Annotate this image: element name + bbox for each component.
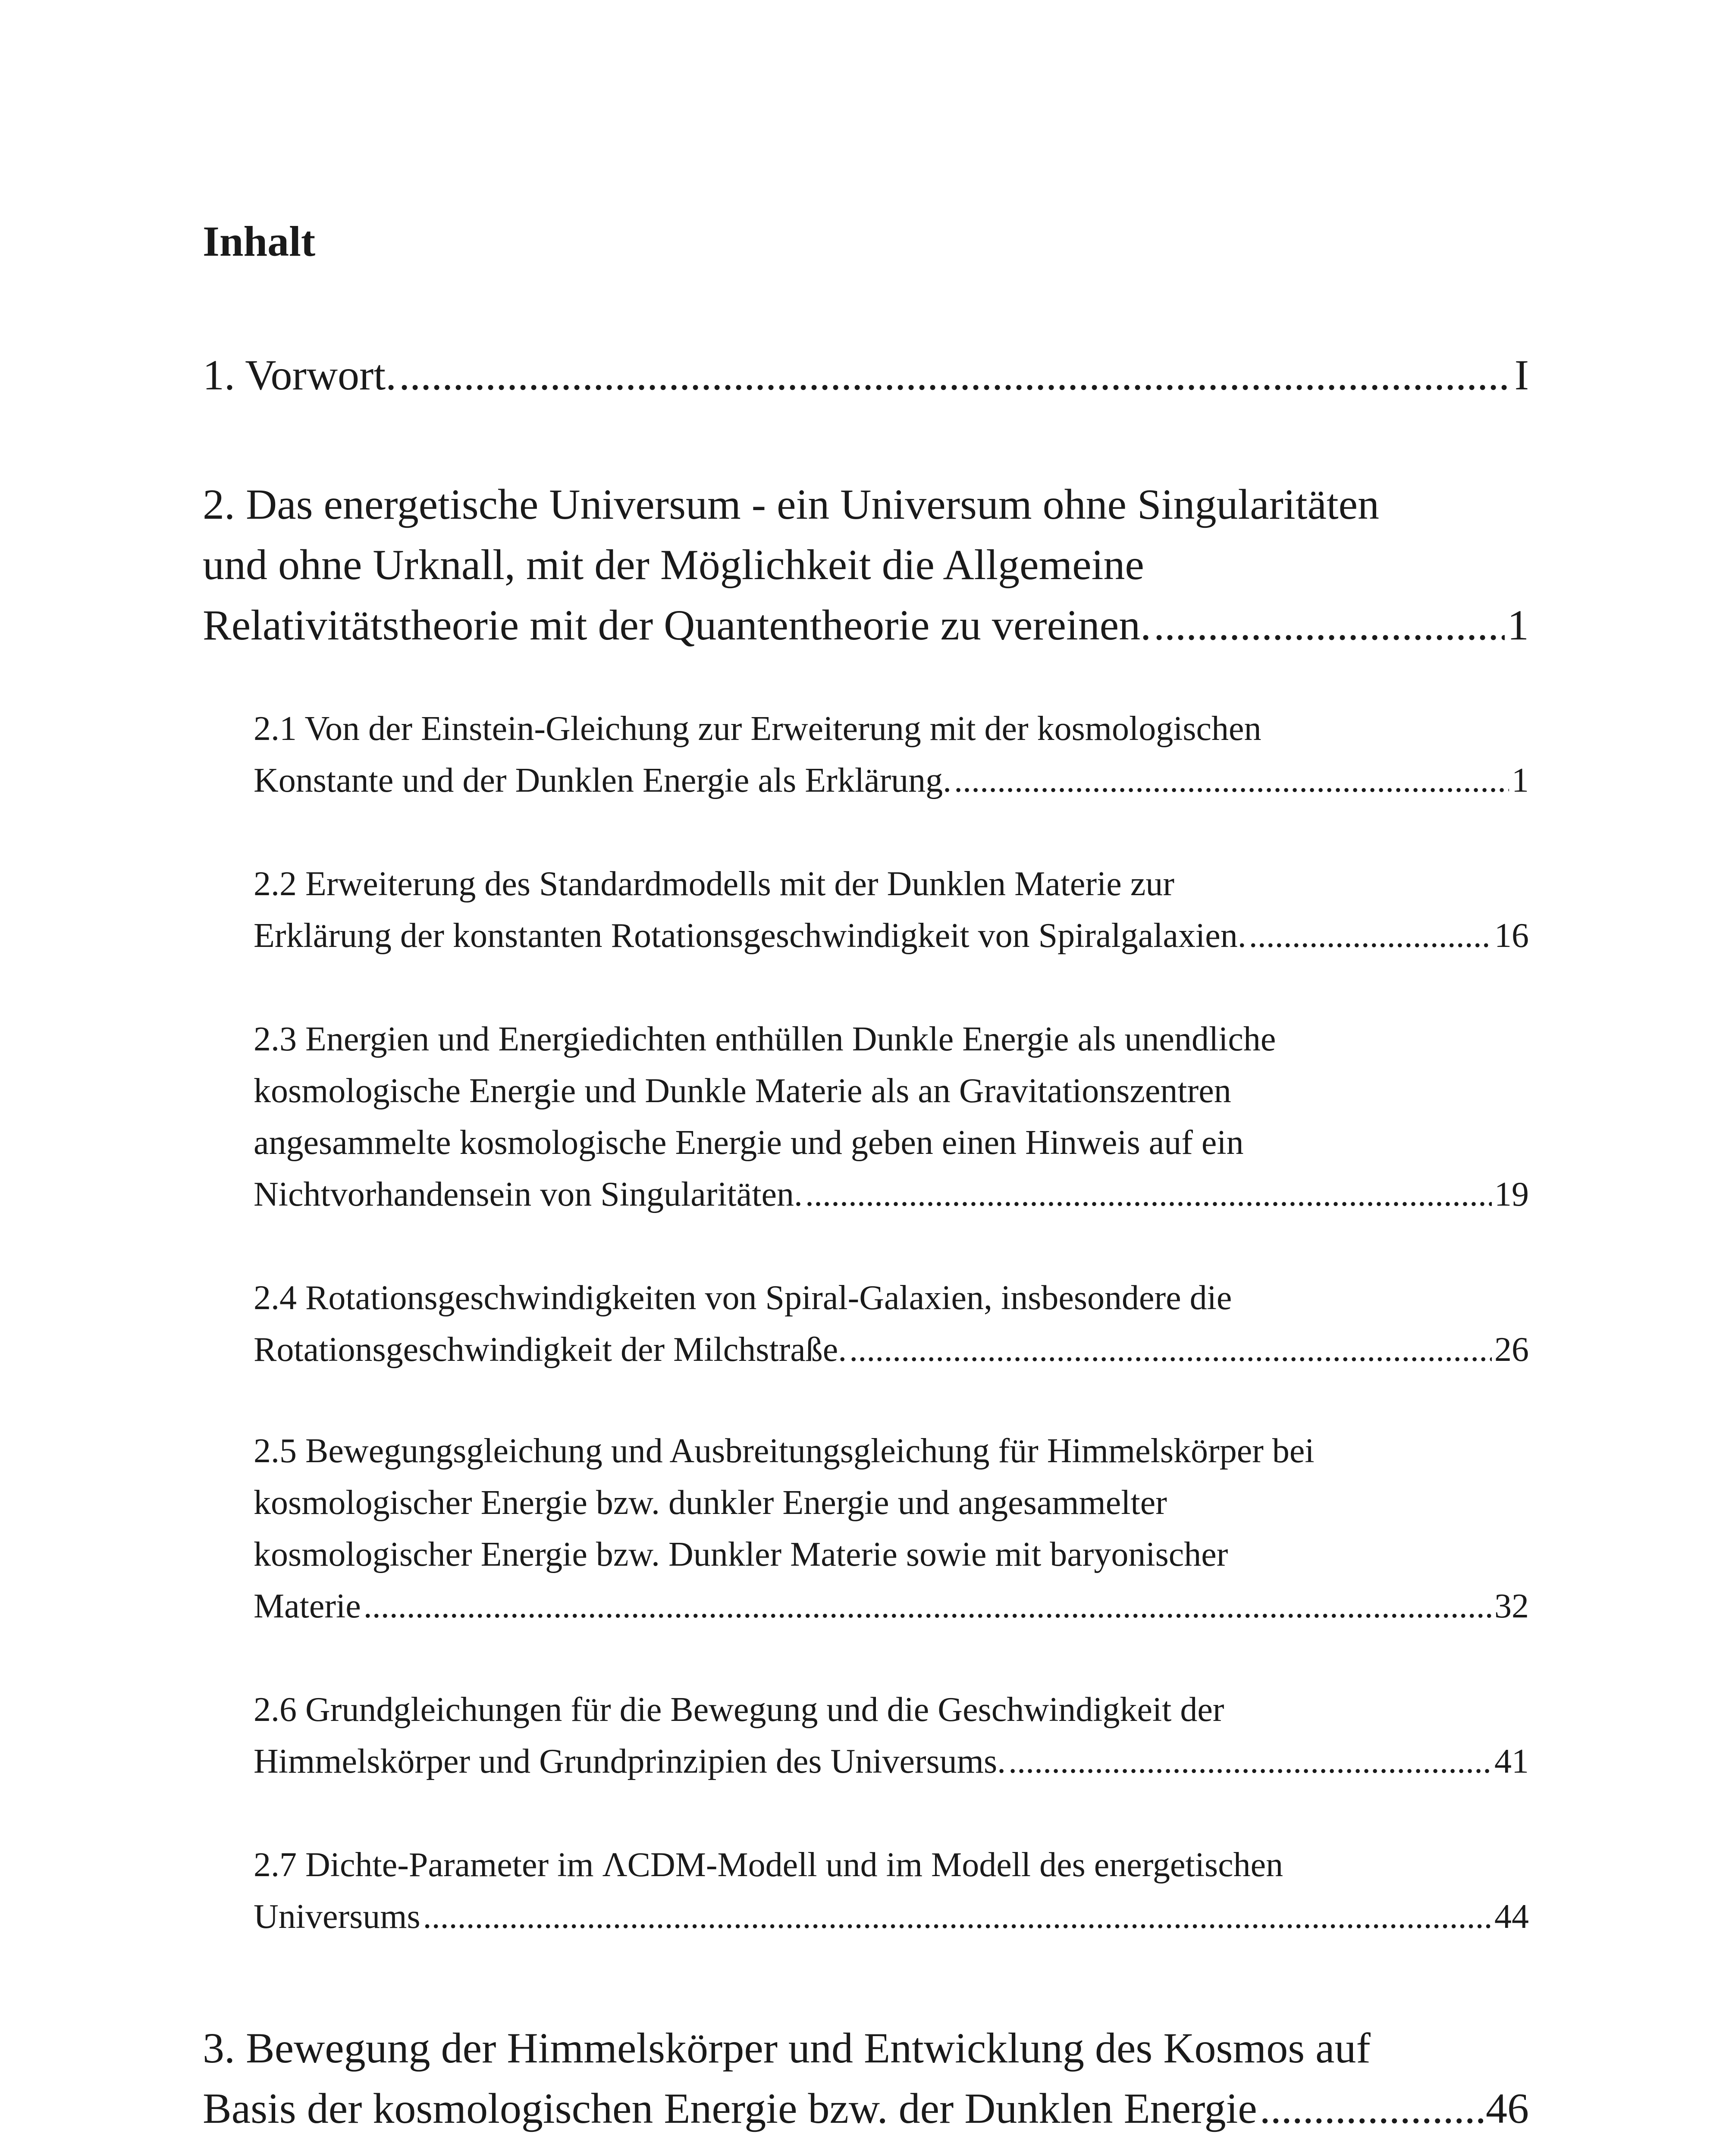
- toc-line: [254, 755, 1529, 806]
- toc-leader-dots: [849, 1324, 1492, 1376]
- toc-entry-vorwort[interactable]: [203, 345, 1529, 405]
- toc-entry-text: kosmologischer Energie bzw. dunkler Energie und angesammelter: [254, 1484, 1167, 1522]
- toc-entry-text: 2. Das energetische Universum - ein Universum ohne Singularitäten: [203, 480, 1380, 528]
- toc-line: [254, 1272, 1529, 1324]
- toc-entry-text: kosmologischer Energie bzw. Dunkler Materie sowie mit baryonischer: [254, 1536, 1228, 1573]
- toc-entry-2-5[interactable]: [254, 1425, 1529, 1632]
- toc-entry-text: Konstante und der Dunklen Energie als Erklärung.: [254, 761, 952, 799]
- toc-title: Inhalt: [203, 217, 316, 265]
- toc-line: [203, 595, 1529, 655]
- toc-line: [254, 1839, 1529, 1891]
- toc-line: [254, 1117, 1529, 1169]
- toc-entry-2-7[interactable]: [254, 1839, 1529, 1943]
- toc-line: [203, 535, 1529, 595]
- toc-entry-text: Relativitätstheorie mit der Quantentheorie zu vereinen.: [203, 601, 1152, 649]
- toc-leader-dots: [1249, 910, 1492, 962]
- toc-entry-2-6[interactable]: [254, 1684, 1529, 1787]
- toc-leader-dots: [1008, 1736, 1492, 1787]
- toc-entry-text: und ohne Urknall, mit der Möglichkeit die Allgemeine: [203, 541, 1144, 589]
- toc-page-number: 32: [1494, 1587, 1529, 1625]
- toc-line: [254, 1684, 1529, 1736]
- toc-entry-text: Rotationsgeschwindigkeit der Milchstraße.: [254, 1331, 847, 1369]
- toc-page-number: 41: [1494, 1742, 1529, 1780]
- toc-leader-dots: [364, 1580, 1492, 1632]
- toc-entry-text: Himmelskörper und Grundprinzipien des Universums.: [254, 1742, 1006, 1780]
- toc-entry-text: 2.6 Grundgleichungen für die Bewegung und die Geschwindigkeit der: [254, 1691, 1224, 1729]
- toc-entry-text: Basis der kosmologischen Energie bzw. der Dunklen Energie: [203, 2084, 1257, 2132]
- toc-entry-text: 2.4 Rotationsgeschwindigkeiten von Spiral-Galaxien, insbesondere die: [254, 1279, 1232, 1317]
- toc-line: [254, 910, 1529, 962]
- toc-line: [254, 1891, 1529, 1943]
- toc-entry-text: kosmologische Energie und Dunkle Materie als an Gravitationszentren: [254, 1072, 1231, 1110]
- toc-line: [254, 1324, 1529, 1376]
- toc-entry-text: Erklärung der konstanten Rotationsgeschwindigkeit von Spiralgalaxien.: [254, 917, 1246, 955]
- toc-line: [254, 1736, 1529, 1787]
- toc-page-number: 1: [1507, 601, 1529, 649]
- toc-entry-text: 2.3 Energien und Energiedichten enthüllen Dunkle Energie als unendliche: [254, 1020, 1276, 1058]
- toc-line: [254, 1013, 1529, 1065]
- toc-entry-text: 2.5 Bewegungsgleichung und Ausbreitungsgleichung für Himmelskörper bei: [254, 1432, 1315, 1470]
- toc-entry-text: angesammelte kosmologische Energie und geben einen Hinweis auf ein: [254, 1124, 1244, 1162]
- toc-line: [203, 2018, 1529, 2078]
- toc-entry-text: 1. Vorwort.: [203, 351, 397, 399]
- toc-leader-dots: [1260, 2078, 1483, 2139]
- toc-entry-2-3[interactable]: [254, 1013, 1529, 1220]
- toc-page-number: 16: [1494, 917, 1529, 955]
- toc-line: [254, 1580, 1529, 1632]
- toc-page-number: 19: [1494, 1175, 1529, 1213]
- toc-line: [254, 1065, 1529, 1117]
- toc-line: [203, 2078, 1529, 2139]
- toc-line: [203, 474, 1529, 535]
- toc-page-number: I: [1514, 351, 1529, 399]
- toc-page-number: 26: [1494, 1331, 1529, 1369]
- toc-leader-dots: [1154, 595, 1505, 655]
- toc-entry-2-2[interactable]: [254, 858, 1529, 962]
- toc-leader-dots: [399, 345, 1512, 405]
- toc-entry-text: 2.2 Erweiterung des Standardmodells mit der Dunklen Materie zur: [254, 865, 1174, 903]
- toc-line: [254, 1477, 1529, 1529]
- toc-leader-dots: [805, 1169, 1492, 1220]
- toc-entry-chapter-3[interactable]: [203, 2018, 1529, 2139]
- toc-line: [254, 1425, 1529, 1477]
- toc-entry-2-4[interactable]: [254, 1272, 1529, 1376]
- toc-leader-dots: [954, 755, 1509, 806]
- toc-page-number: 44: [1494, 1898, 1529, 1936]
- toc-entry-chapter-2[interactable]: [203, 474, 1529, 655]
- toc-line: [203, 345, 1529, 405]
- toc-entry-2-1[interactable]: [254, 703, 1529, 806]
- toc-page-number: 1: [1512, 761, 1529, 799]
- toc-line: [254, 858, 1529, 910]
- toc-entry-text: Materie: [254, 1587, 361, 1625]
- toc-line: [254, 1529, 1529, 1580]
- toc-entry-text: 2.7 Dichte-Parameter im ΛCDM-Modell und im Modell des energetischen: [254, 1846, 1283, 1884]
- toc-entry-text: 3. Bewegung der Himmelskörper und Entwicklung des Kosmos auf: [203, 2024, 1371, 2072]
- toc-entry-text: 2.1 Von der Einstein-Gleichung zur Erweiterung mit der kosmologischen: [254, 710, 1261, 748]
- toc-page-number: 46: [1486, 2084, 1529, 2132]
- toc-line: [254, 1169, 1529, 1220]
- toc-entry-text: Universums: [254, 1898, 420, 1936]
- toc-entry-text: Nichtvorhandensein von Singularitäten.: [254, 1175, 803, 1213]
- toc-leader-dots: [423, 1891, 1492, 1943]
- toc-line: [254, 703, 1529, 755]
